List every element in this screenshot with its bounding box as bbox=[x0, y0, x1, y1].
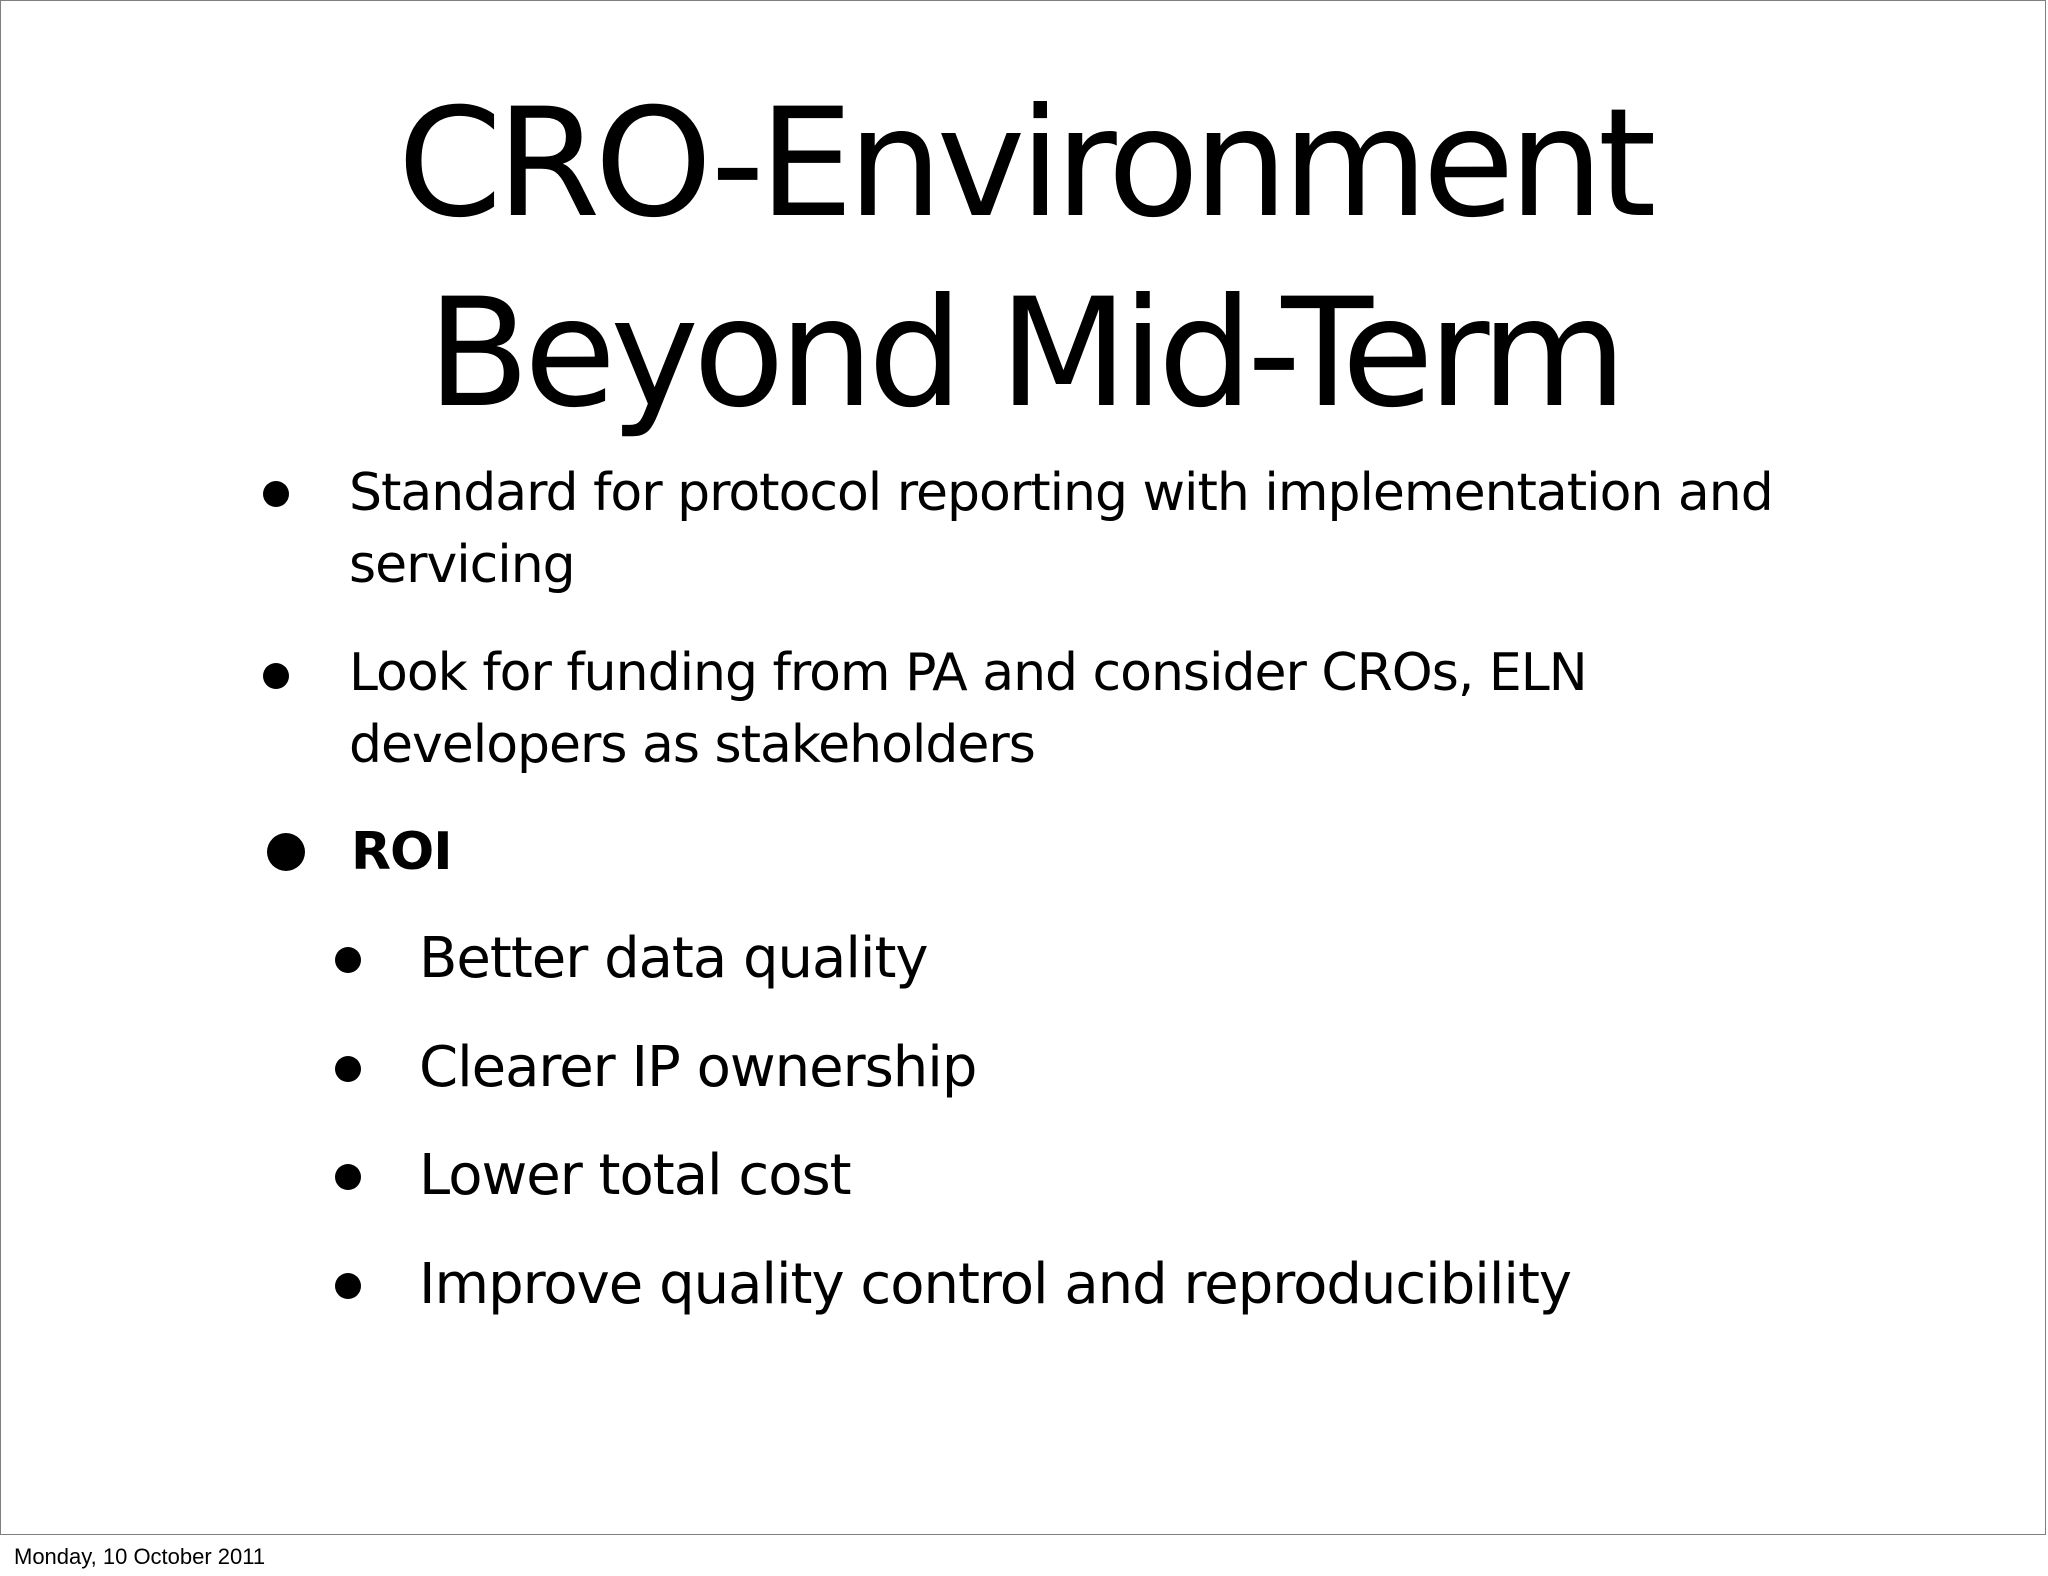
sub-bullet-text: Improve quality control and reproducibility bbox=[419, 1252, 1572, 1317]
bullet-dot-icon bbox=[267, 833, 305, 871]
bullet-dot-icon bbox=[335, 1164, 361, 1190]
bullet-text-continued: developers as stakeholders bbox=[349, 715, 1035, 775]
bullet-text: Look for funding from PA and consider CROs, ELN bbox=[349, 643, 1587, 703]
sub-bullet-text: Lower total cost bbox=[419, 1143, 851, 1208]
title-line-2: Beyond Mid-Term bbox=[427, 267, 1621, 441]
sub-bullet-text: Better data quality bbox=[419, 926, 928, 991]
sub-bullet-text: Clearer IP ownership bbox=[419, 1035, 977, 1100]
title-line-1: CRO-Environment bbox=[397, 77, 1651, 251]
bullet-dot-icon bbox=[335, 1056, 361, 1082]
bullet-text-bold: ROI bbox=[351, 822, 452, 882]
slide-date-footer: Monday, 10 October 2011 bbox=[14, 1544, 266, 1569]
bullet-dot-icon bbox=[335, 1273, 361, 1299]
bullet-text: Standard for protocol reporting with implementation and bbox=[349, 463, 1773, 523]
bullet-dot-icon bbox=[263, 481, 289, 507]
bullet-dot-icon bbox=[263, 663, 289, 689]
bullet-text-continued: servicing bbox=[349, 535, 575, 595]
bullet-dot-icon bbox=[335, 947, 361, 973]
bullet-list bbox=[1, 1, 2047, 1536]
